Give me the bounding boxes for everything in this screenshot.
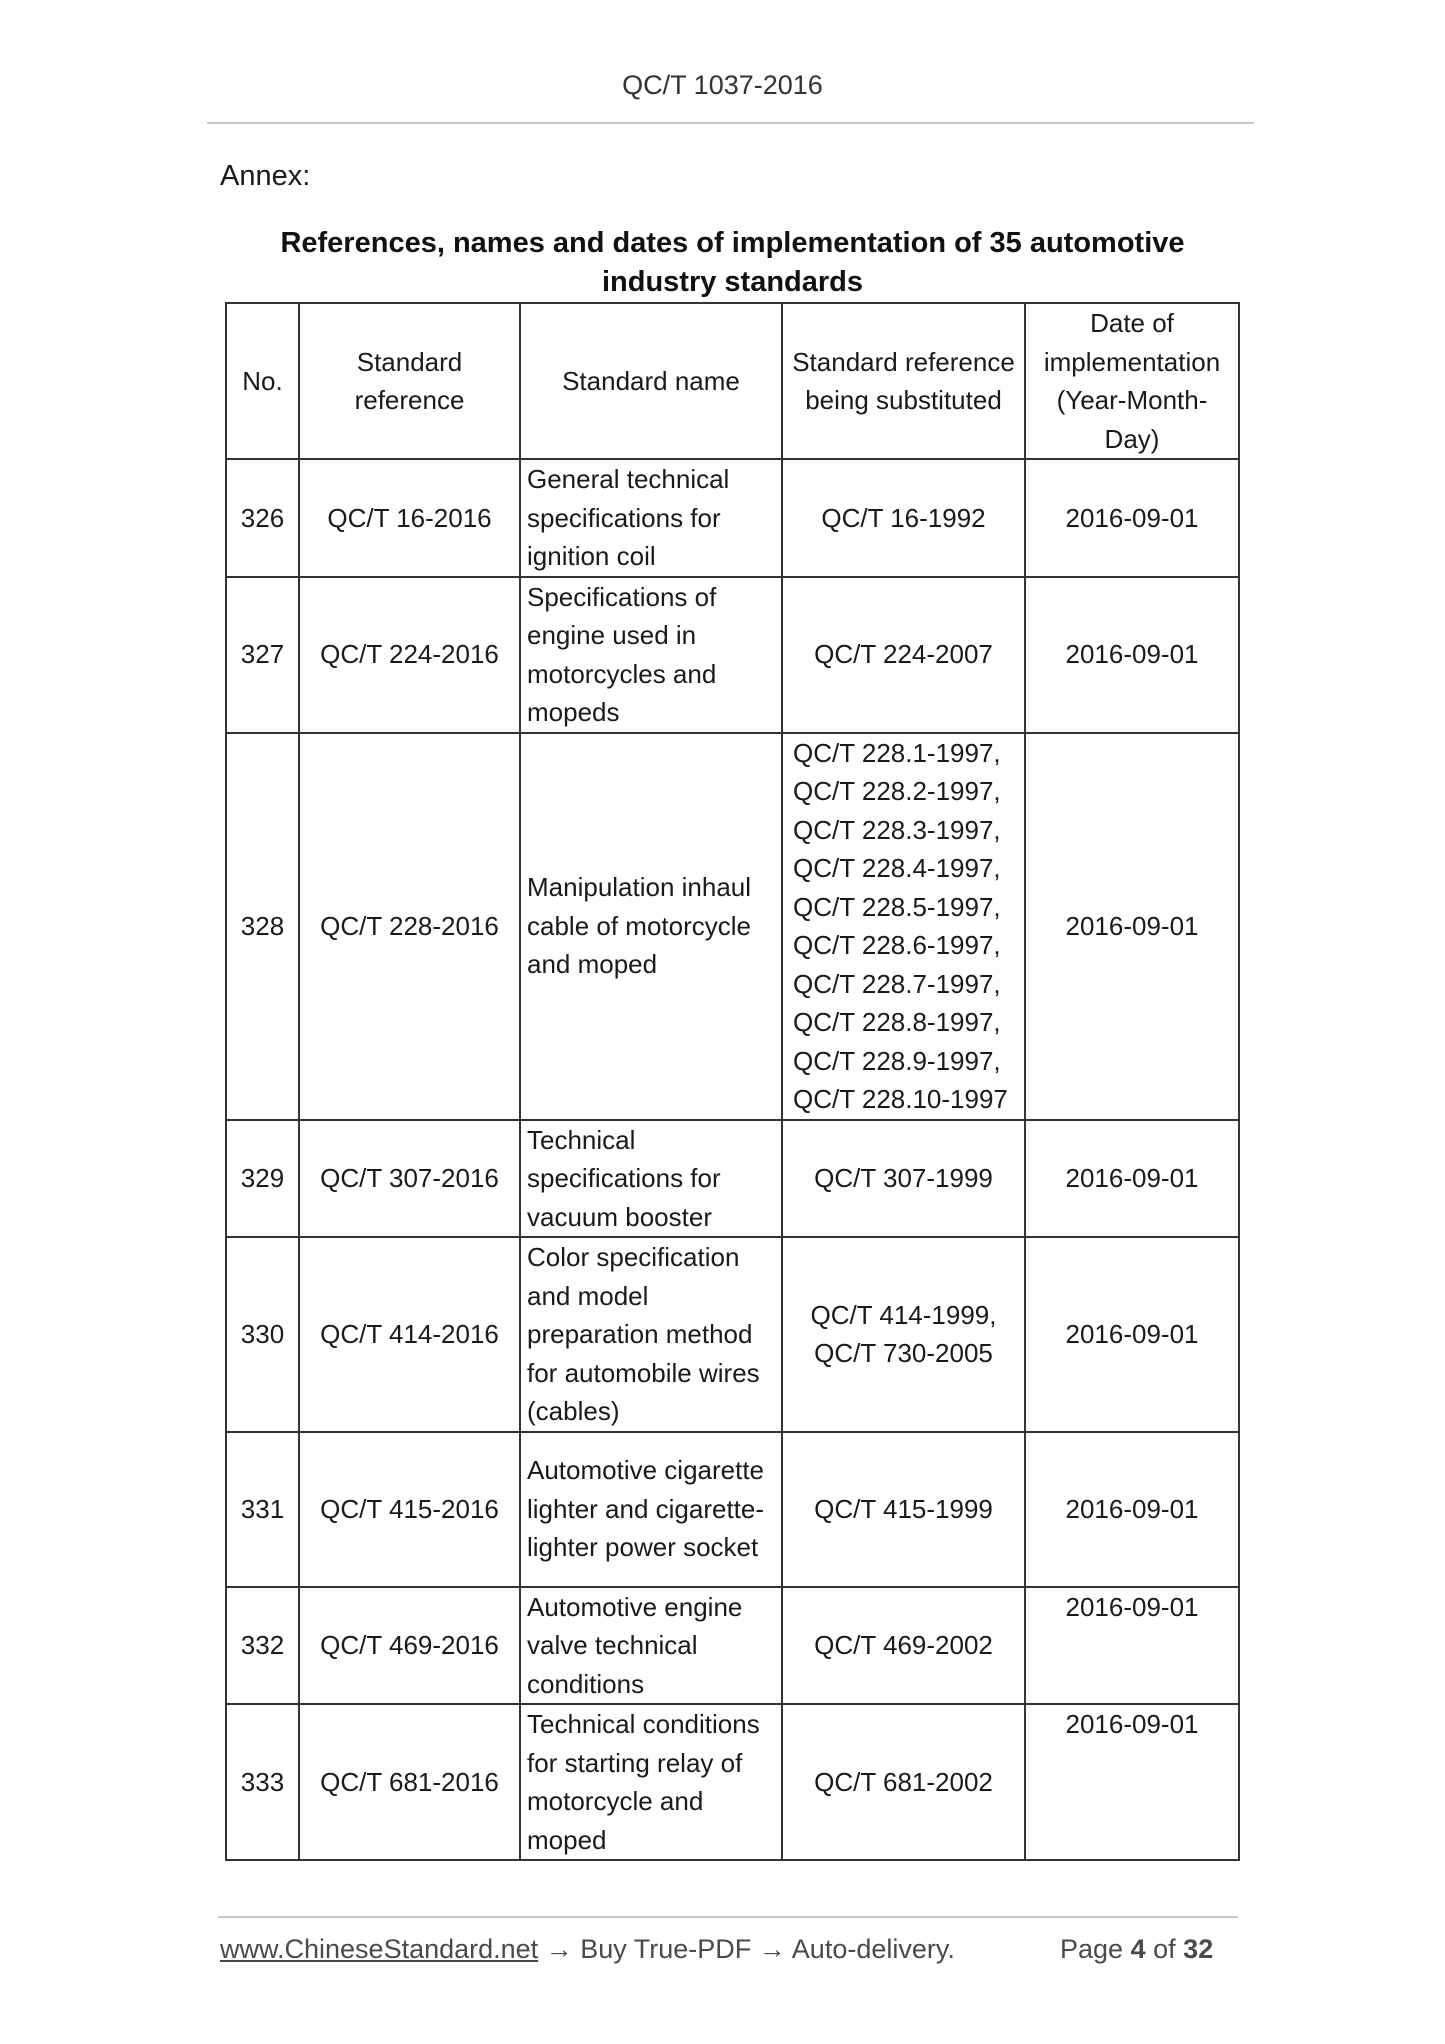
substituted-reference-line: QC/T 681-2002: [814, 1766, 993, 1797]
substituted-reference-line: QC/T 228.10-1997: [793, 1084, 1008, 1114]
standard-reference: QC/T 414-2016: [299, 1237, 520, 1432]
header-divider: [207, 122, 1254, 124]
substituted-reference-line: QC/T 228.8-1997,: [793, 1007, 1001, 1037]
arrow-right-icon: →: [758, 1934, 786, 1964]
implementation-date: 2016-09-01: [1025, 1704, 1239, 1860]
column-header-no: No.: [226, 303, 299, 459]
standard-reference: QC/T 681-2016: [299, 1704, 520, 1860]
column-header-substituted-reference: Standard reference being substituted: [782, 303, 1025, 459]
substituted-reference-line: QC/T 469-2002: [814, 1630, 993, 1660]
substituted-reference: [782, 1120, 1025, 1238]
row-number: 326: [226, 459, 299, 577]
column-header-standard-reference: Standard reference: [299, 303, 520, 459]
substituted-reference-line: QC/T 228.2-1997,: [793, 776, 1001, 806]
substituted-reference-line: QC/T 228.3-1997,: [793, 814, 1001, 845]
substituted-reference: [782, 459, 1025, 577]
substituted-reference-line: QC/T 730-2005: [814, 1338, 993, 1369]
substituted-reference-line: QC/T 228.5-1997,: [793, 891, 1001, 922]
substituted-reference-line: QC/T 228.7-1997,: [793, 968, 1001, 999]
substituted-reference-line: QC/T 16-1992: [821, 502, 986, 533]
footer-divider: [218, 1916, 1238, 1918]
implementation-date: 2016-09-01: [1025, 1237, 1239, 1432]
table-row: [226, 1587, 1239, 1705]
standard-reference: QC/T 228-2016: [299, 733, 520, 1120]
row-number: 328: [226, 733, 299, 1120]
standard-name: Manipulation inhaul cable of motorcycle and moped: [520, 733, 782, 1120]
standard-name: General technical specifications for ignition coil: [520, 459, 782, 577]
substituted-reference-line: QC/T 307-1999: [814, 1163, 993, 1193]
row-number: 330: [226, 1237, 299, 1432]
substituted-reference: [782, 1432, 1025, 1587]
implementation-date: 2016-09-01: [1025, 1120, 1239, 1238]
table-row: [226, 733, 1239, 1120]
table-row: [226, 1120, 1239, 1238]
table-header-row: [226, 303, 1239, 459]
substituted-reference-line: QC/T 228.1-1997,: [793, 737, 1001, 768]
page-indicator: [1060, 1934, 1213, 1965]
column-header-standard-name: Standard name: [520, 303, 782, 459]
implementation-date: 2016-09-01: [1025, 577, 1239, 733]
substituted-reference: [782, 1704, 1025, 1860]
page-word: Page: [1060, 1934, 1124, 1964]
substituted-reference-line: QC/T 228.6-1997,: [793, 930, 1001, 960]
table-row: [226, 1432, 1239, 1587]
standard-name: Technical specifications for vacuum booster: [520, 1120, 782, 1238]
implementation-date: 2016-09-01: [1025, 1587, 1239, 1705]
substituted-reference: [782, 1237, 1025, 1432]
substituted-reference-line: QC/T 228.4-1997,: [793, 853, 1001, 883]
standards-table: [225, 302, 1240, 1861]
row-number: 332: [226, 1587, 299, 1705]
standard-name: Automotive cigarette lighter and cigarette-lighter power socket: [520, 1432, 782, 1587]
row-number: 327: [226, 577, 299, 733]
standard-name: Color specification and model preparation method for automobile wires (cables): [520, 1237, 782, 1432]
of-word: of: [1153, 1934, 1176, 1964]
standard-reference: QC/T 16-2016: [299, 459, 520, 577]
implementation-date: 2016-09-01: [1025, 733, 1239, 1120]
website-link[interactable]: www.ChineseStandard.net: [220, 1934, 539, 1964]
document-code-header: QC/T 1037-2016: [622, 70, 823, 100]
substituted-reference: [782, 1587, 1025, 1705]
standard-reference: QC/T 415-2016: [299, 1432, 520, 1587]
implementation-date: 2016-09-01: [1025, 1432, 1239, 1587]
column-header-implementation-date: Date of implementation (Year-Month-Day): [1025, 303, 1239, 459]
table-row: [226, 1237, 1239, 1432]
table-row: [226, 577, 1239, 733]
substituted-reference: [782, 577, 1025, 733]
standard-name: Automotive engine valve technical conditions: [520, 1587, 782, 1705]
page-total: 32: [1183, 1934, 1214, 1964]
substituted-reference-line: QC/T 414-1999,: [810, 1299, 997, 1330]
row-number: 329: [226, 1120, 299, 1238]
substituted-reference-line: QC/T 415-1999: [814, 1493, 993, 1524]
standard-reference: QC/T 307-2016: [299, 1120, 520, 1238]
row-number: 331: [226, 1432, 299, 1587]
substituted-reference: [782, 733, 1025, 1120]
page-current: 4: [1130, 1934, 1146, 1964]
table-title: References, names and dates of implementation of 35 automotive industry standards: [280, 227, 1185, 298]
table-row: [226, 1704, 1239, 1860]
footer-promo: [220, 1934, 955, 1965]
implementation-date: 2016-09-01: [1025, 459, 1239, 577]
arrow-right-icon: →: [545, 1934, 573, 1964]
standard-name: Technical conditions for starting relay of motorcycle and moped: [520, 1704, 782, 1860]
substituted-reference-line: QC/T 228.9-1997,: [793, 1045, 1001, 1076]
row-number: 333: [226, 1704, 299, 1860]
annex-label: Annex:: [220, 160, 311, 192]
table-row: [226, 459, 1239, 577]
standard-reference: QC/T 469-2016: [299, 1587, 520, 1705]
standard-name: Specifications of engine used in motorcycles and mopeds: [520, 577, 782, 733]
footer-delivery-text: Auto-delivery.: [791, 1934, 955, 1964]
substituted-reference-line: QC/T 224-2007: [814, 639, 993, 670]
footer-buy-text: Buy True-PDF: [580, 1934, 752, 1964]
standard-reference: QC/T 224-2016: [299, 577, 520, 733]
